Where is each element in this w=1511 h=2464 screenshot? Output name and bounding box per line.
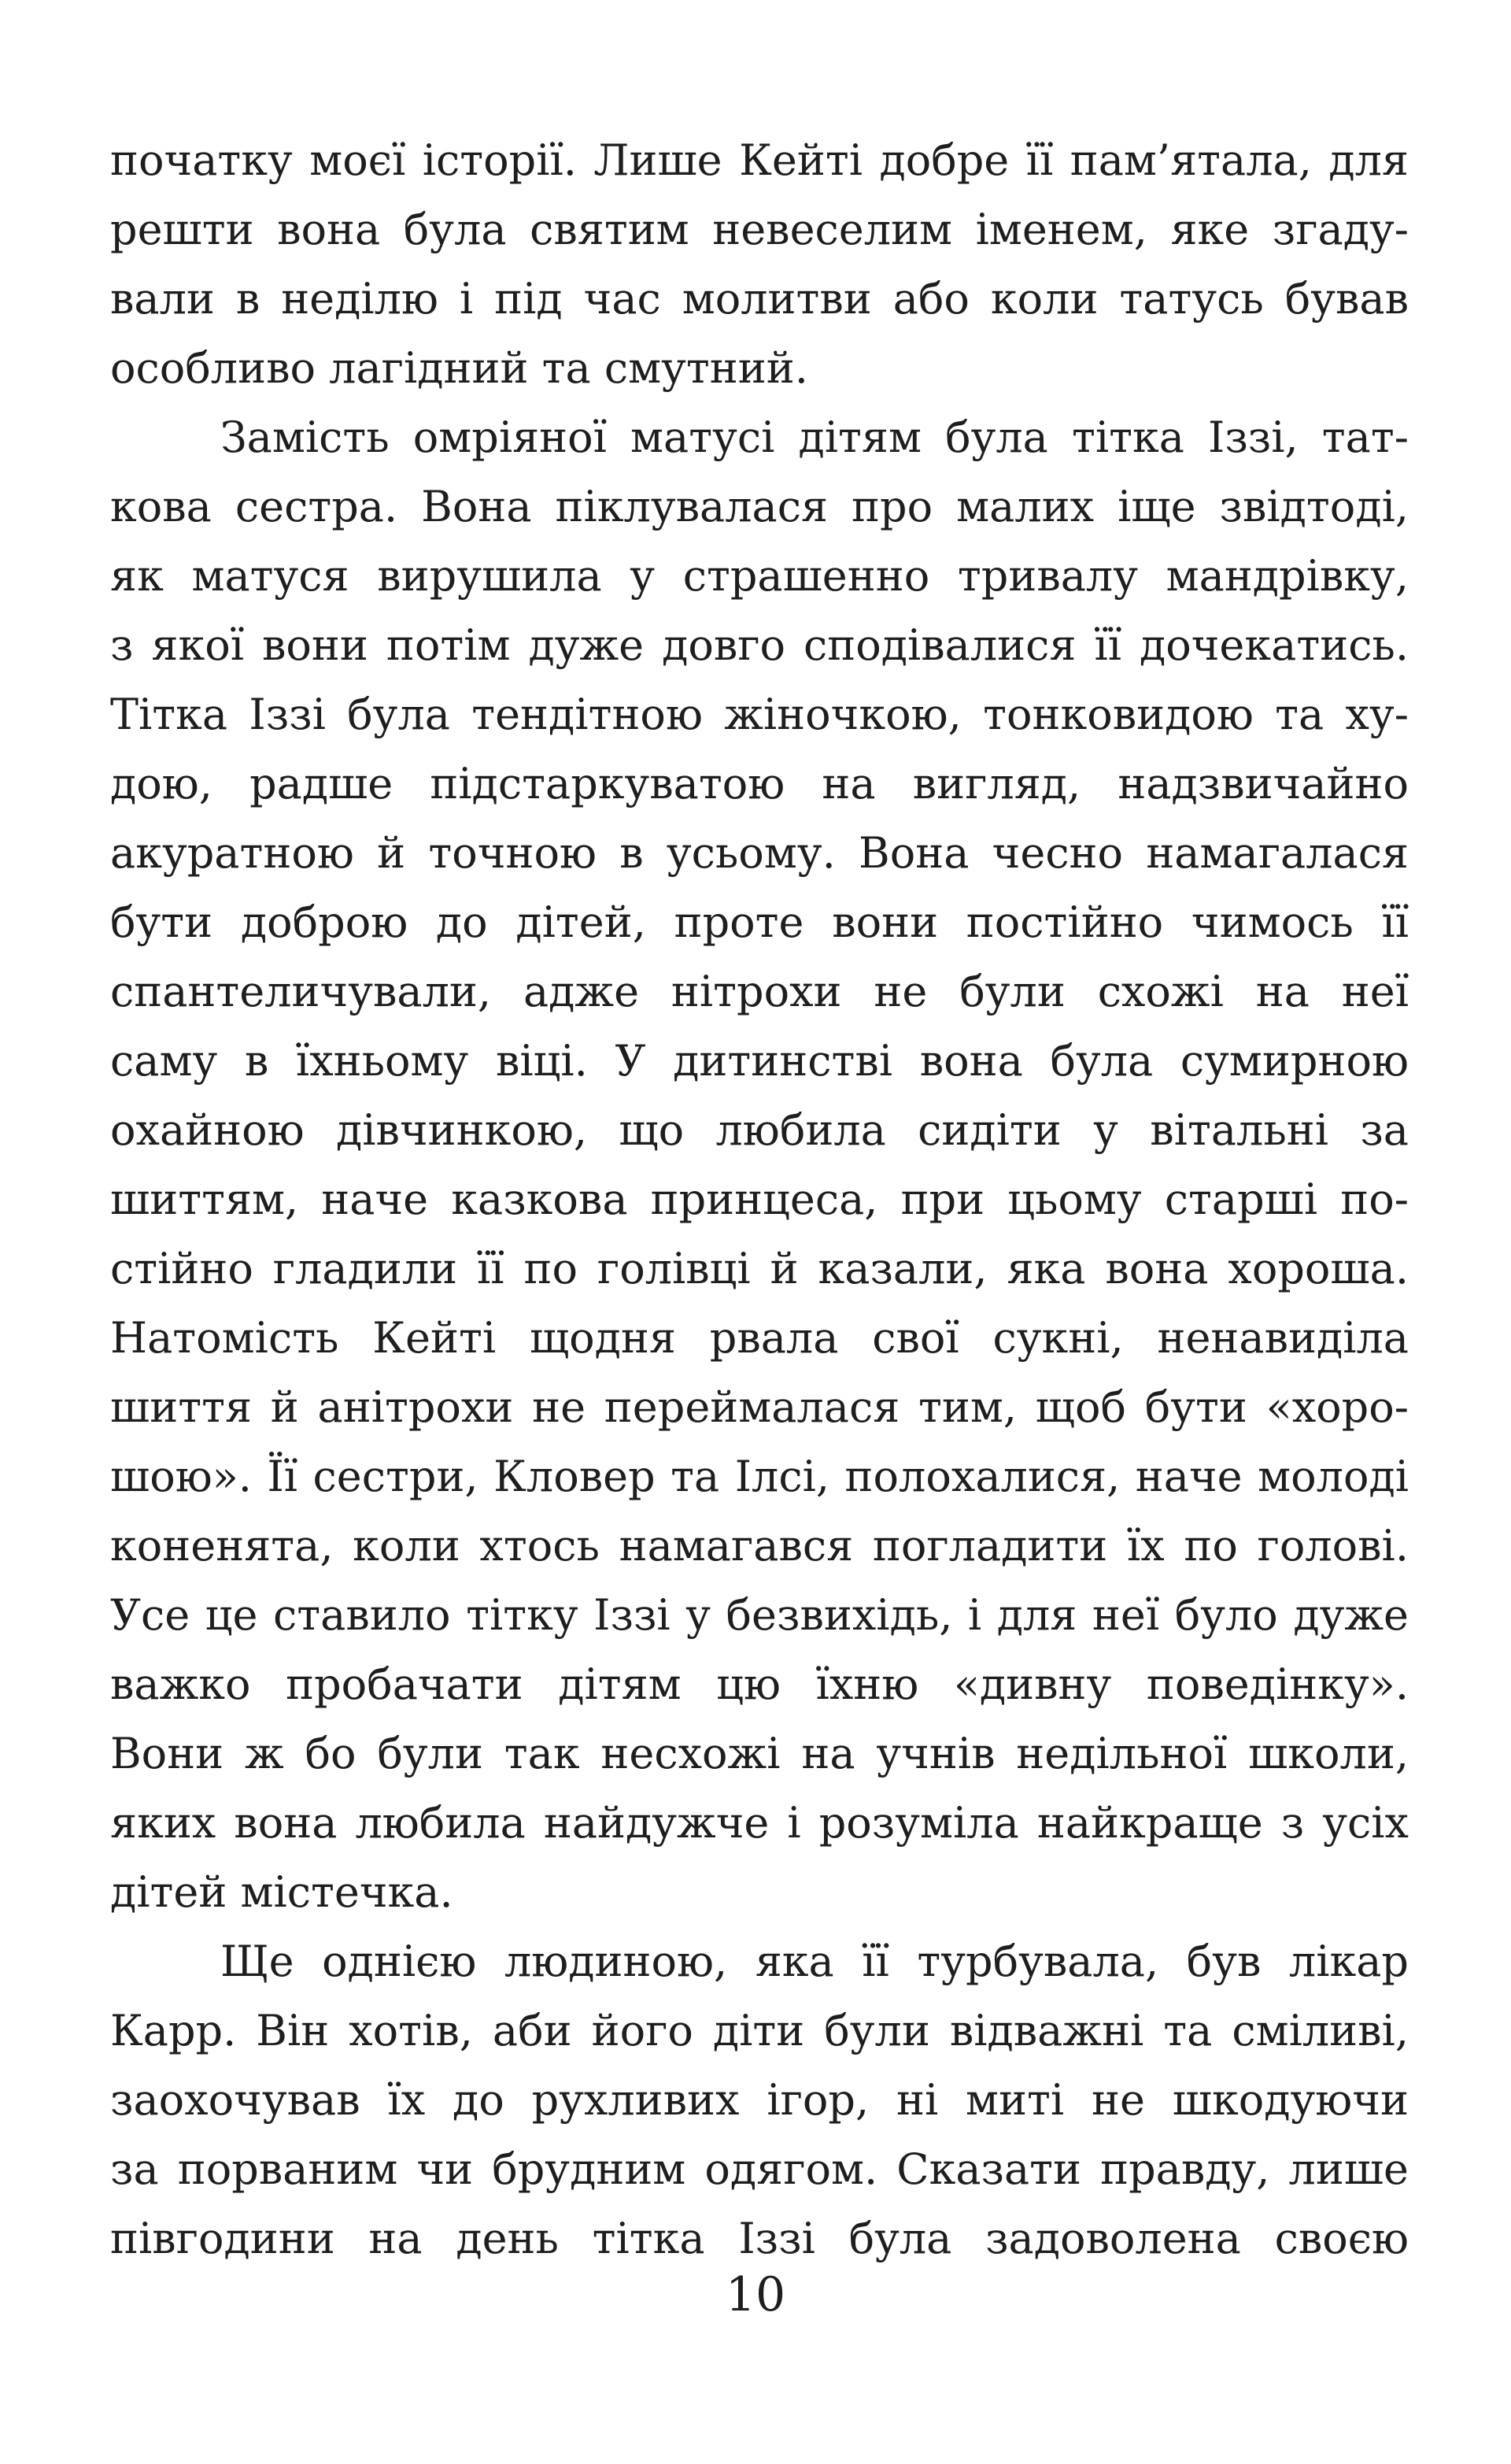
text-line: Ще однією людиною, яка її турбувала, був лікар [220, 1937, 1409, 1986]
text-line: акуратною й точною в усьому. Вона чесно намагалася [110, 828, 1409, 878]
text-line: особливо лагідний та смутний. [110, 343, 808, 393]
text-line: Усе це ставило тітку Іззі у безвихідь, і для неї було дуже [110, 1590, 1409, 1640]
text-line: стійно гладили її по голівці й казали, яка вона хороша. [110, 1244, 1409, 1293]
text-line: шиттям, наче казкова принцеса, при цьому старші по- [110, 1175, 1409, 1224]
text-line: коненята, коли хтось намагався погладити їх по голові. [110, 1521, 1409, 1571]
text-line: дітей містечка. [110, 1867, 453, 1917]
text-line: Вони ж бо були так несхожі на учнів недільної школи, [110, 1729, 1409, 1778]
text-line: шою». Її сестри, Кловер та Ілсі, полохалися, наче молоді [110, 1452, 1409, 1501]
body-text [110, 126, 1409, 2273]
text-line: Карр. Він хотів, аби його діти були відважні та сміливі, [110, 2006, 1409, 2055]
text-line: Тітка Іззі була тендітною жіночкою, тонковидою та ху- [110, 690, 1409, 739]
text-line: за порваним чи брудним одягом. Сказати правду, лише [110, 2144, 1409, 2194]
text-line: з якої вони потім дуже довго сподівалися її дочекатись. [110, 620, 1409, 670]
text-line: вали в неділю і під час молитви або коли татусь бував [110, 274, 1409, 324]
text-line: Замість омріяної матусі дітям була тітка Іззі, тат- [220, 413, 1409, 462]
text-line: бути доброю до дітей, проте вони постійно чимось її [110, 897, 1409, 947]
text-line: шиття й анітрохи не переймалася тим, щоб бути «хоро- [110, 1382, 1409, 1432]
text-line: дою, радше підстаркуватою на вигляд, надзвичайно [110, 759, 1409, 808]
text-line: спантеличували, адже нітрохи не були схожі на неї [110, 967, 1409, 1016]
text-line: кова сестра. Вона піклувалася про малих іще звідтоді, [110, 482, 1409, 531]
text-line: важко пробачати дітям цю їхню «дивну поведінку». [110, 1659, 1409, 1709]
text-line: охайною дівчинкою, що любила сидіти у вітальні за [110, 1105, 1409, 1155]
text-line: яких вона любила найдужче і розуміла найкраще з усіх [110, 1798, 1409, 1848]
text-line: півгодини на день тітка Іззі була задоволена своєю [110, 2214, 1409, 2263]
text-line: решти вона була святим невеселим іменем, яке згаду- [110, 205, 1409, 254]
text-line: як матуся вирушила у страшенно тривалу мандрівку, [110, 551, 1409, 601]
text-line: саму в їхньому віці. У дитинстві вона була сумирною [110, 1036, 1409, 1086]
text-line: заохочував їх до рухливих ігор, ні миті не шкодуючи [110, 2075, 1409, 2125]
text-line: початку моєї історії. Лише Кейті добре її пам’ятала, для [110, 135, 1409, 185]
text-line: Натомість Кейті щодня рвала свої сукні, ненавиділа [110, 1313, 1409, 1363]
page-number: 10 [725, 2267, 786, 2322]
